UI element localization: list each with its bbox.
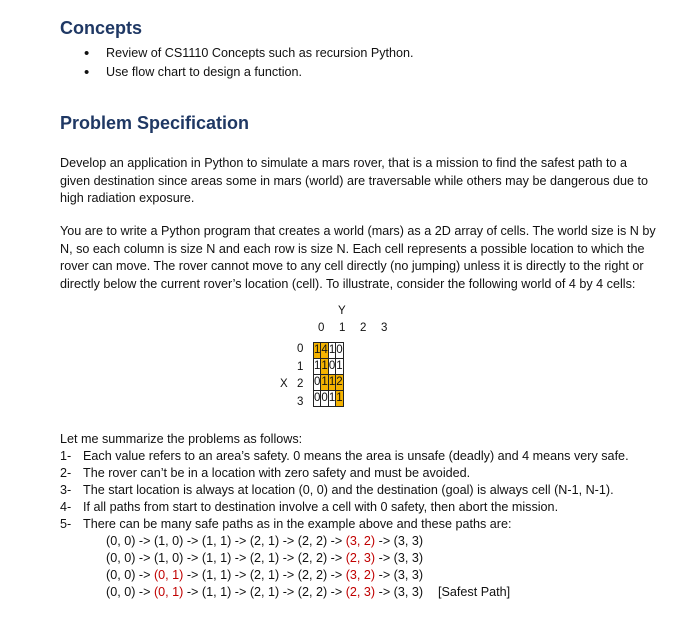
grid-cell: 0 — [336, 343, 343, 359]
item-number: 4- — [60, 500, 72, 514]
item-text: There can be many safe paths as in the example above and these paths are: — [83, 517, 512, 531]
list-item — [60, 499, 680, 516]
list-item — [60, 448, 680, 465]
grid-col-label: 3 — [381, 322, 388, 334]
list-item — [60, 482, 680, 499]
item-text: If all paths from start to destination involve a cell with 0 safety, then abort the mission. — [83, 500, 559, 514]
concept-bullet: • Review of CS1110 Concepts such as recursion Python. — [84, 44, 414, 63]
path-row: (0, 0) -> (1, 0) -> (1, 1) -> (2, 1) -> (2, 2) -> (2, 3) -> (3, 3) — [106, 551, 424, 565]
grid-cell: 1 — [328, 391, 335, 407]
item-number: 2- — [60, 466, 72, 480]
grid-cell: 1 — [336, 391, 343, 407]
item-text: Each value refers to an area’s safety. 0 means the area is unsafe (deadly) and 4 means very safe. — [83, 449, 629, 463]
grid-x-label: X — [280, 378, 288, 390]
grid-col-label: 0 — [318, 322, 325, 334]
grid-cell: 1 — [314, 343, 321, 359]
grid-cell: 2 — [336, 375, 343, 391]
grid-cell: 1 — [321, 375, 328, 391]
grid-cell: 0 — [328, 359, 335, 375]
grid-y-label: Y — [338, 305, 346, 317]
grid-cell: 1 — [336, 359, 343, 375]
grid-cell: 1 — [321, 359, 328, 375]
summary-list — [60, 448, 680, 533]
item-number: 1- — [60, 449, 72, 463]
problem-heading: Problem Specification — [60, 113, 250, 133]
grid-row-label: 0 — [297, 343, 304, 355]
grid-cell: 1 — [328, 375, 335, 391]
path-row: (0, 0) -> (0, 1) -> (1, 1) -> (2, 1) -> (2, 2) -> (2, 3) -> (3, 3) [Safest Path] — [106, 585, 511, 599]
problem-paragraph-1: Develop an application in Python to simulate a mars rover, that is a mission to find the safest path to a given destination since areas some in mars (world) are traversable while others may be dangerous due to high radiation exposure. — [60, 156, 649, 205]
grid-cell: 0 — [321, 391, 328, 407]
grid-row-label: 1 — [297, 361, 304, 373]
grid-cell: 1 — [328, 343, 335, 359]
summary-intro: Let me summarize the problems as follows: — [60, 432, 303, 446]
safest-path-note: [Safest Path] — [438, 585, 511, 599]
list-item — [60, 465, 680, 482]
grid-cell: 0 — [314, 375, 321, 391]
grid-cell: 4 — [321, 343, 328, 359]
grid-col-label: 1 — [339, 322, 346, 334]
concepts-list — [84, 44, 414, 82]
grid-row-label: 2 — [297, 378, 304, 390]
grid-cell: 1 — [314, 359, 321, 375]
grid-row-label: 3 — [297, 396, 304, 408]
path-list — [106, 533, 511, 601]
world-grid — [313, 342, 344, 407]
list-item — [60, 516, 680, 533]
item-text: The rover can’t be in a location with zero safety and must be avoided. — [83, 466, 471, 480]
grid-cell: 0 — [314, 391, 321, 407]
concepts-heading: Concepts — [60, 18, 143, 38]
item-number: 3- — [60, 483, 72, 497]
problem-paragraph-2: You are to write a Python program that creates a world (mars) as a 2D array of cells. The world size is N by N, so each column is size N and each row is size N. Each cell represents a possible location to which the rover can move. The rover cannot move to any cell directly (no jumping) unless it is directly to the right or directly below the current rover’s location (cell). To illustrate, consider the following world of 4 by 4 cells: — [60, 224, 656, 291]
grid-col-label: 2 — [360, 322, 367, 334]
concept-bullet: • Use flow chart to design a function. — [84, 63, 414, 82]
path-row: (0, 0) -> (0, 1) -> (1, 1) -> (2, 1) -> (2, 2) -> (3, 2) -> (3, 3) — [106, 568, 424, 582]
item-number: 5- — [60, 517, 72, 531]
path-row: (0, 0) -> (1, 0) -> (1, 1) -> (2, 1) -> (2, 2) -> (3, 2) -> (3, 3) — [106, 534, 424, 548]
item-text: The start location is always at location (0, 0) and the destination (goal) is always cell (N-1, N-1). — [83, 483, 614, 497]
